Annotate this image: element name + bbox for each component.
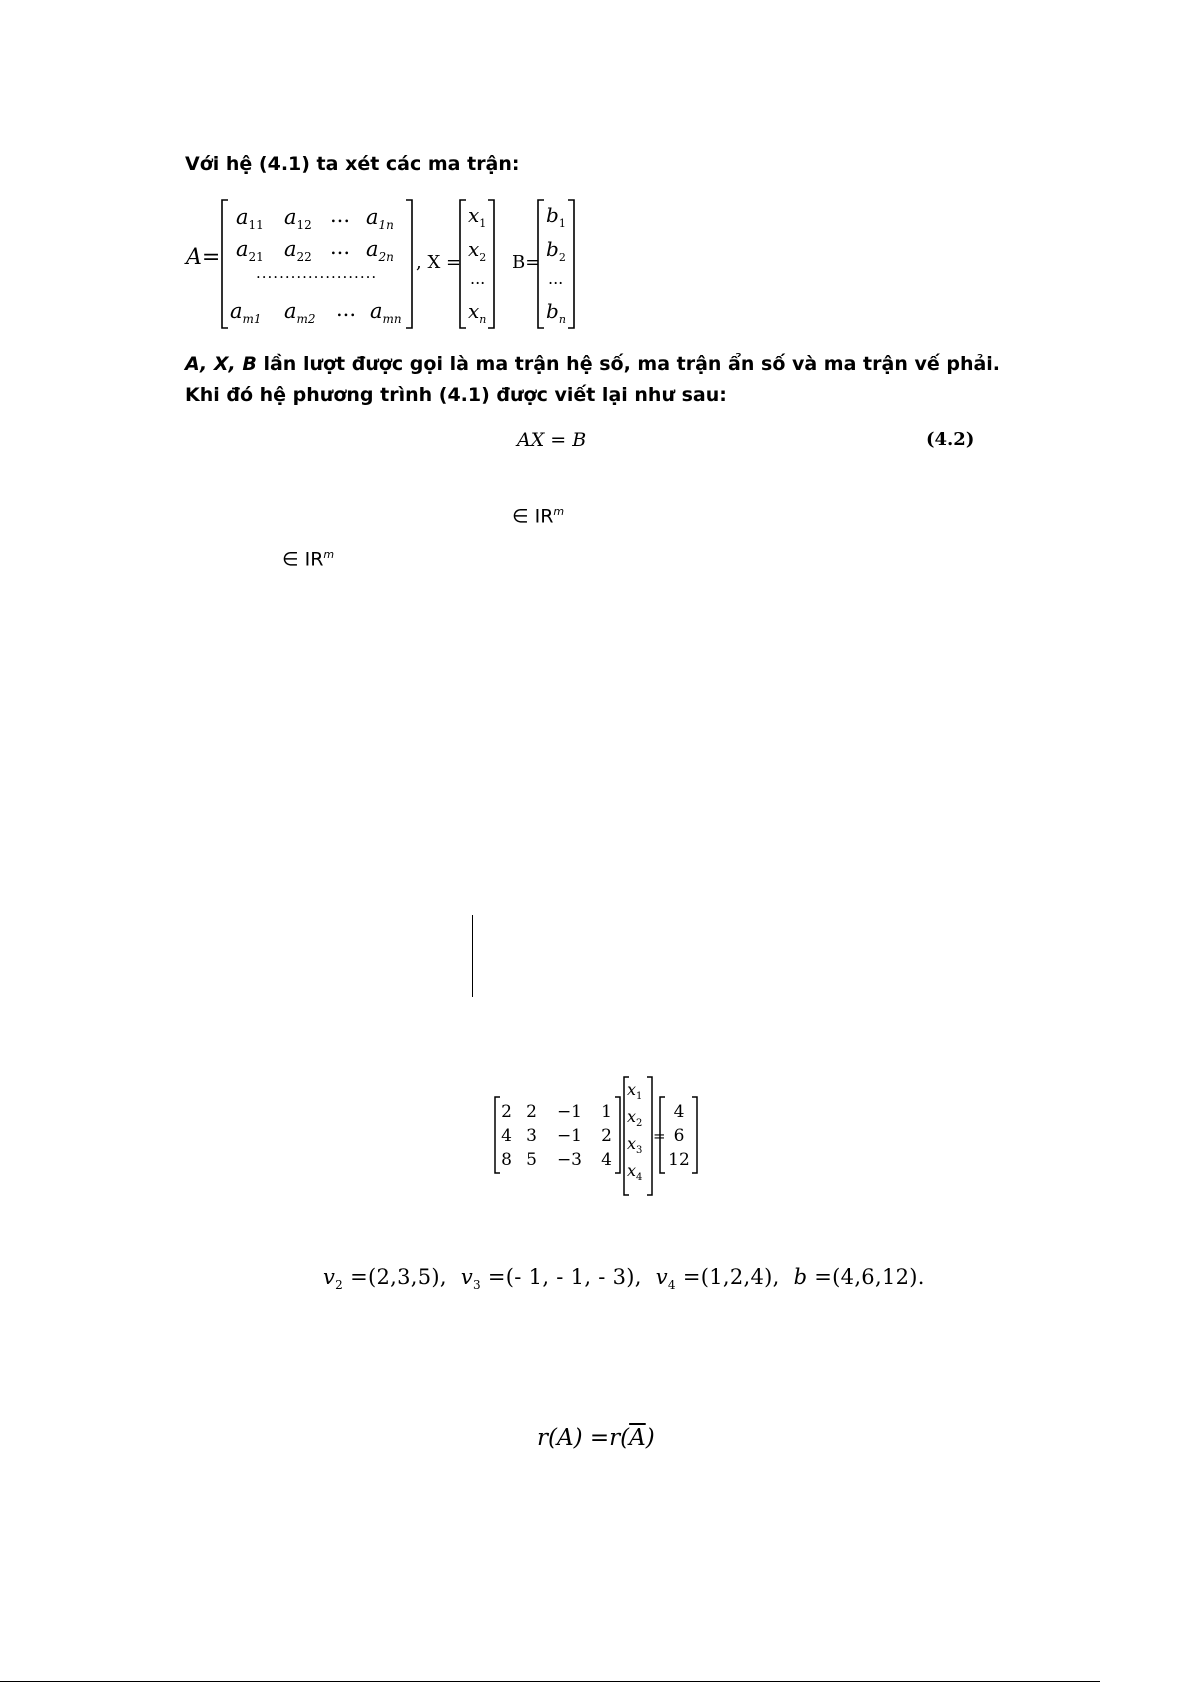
equation-number: (4.2) (926, 429, 975, 450)
b-entry-1: $b_1$ (546, 203, 566, 230)
rank-equation: $r(A) =r(\overline{A})$ (537, 1425, 655, 1451)
unknown-3: $x_3$ (627, 1134, 643, 1156)
rhs-right-bracket (692, 1097, 697, 1173)
a-mn: $a_{mn}$ (370, 299, 402, 326)
vertical-rule (472, 915, 473, 997)
example-system (490, 1075, 700, 1197)
b-entry-n: $b_n$ (546, 299, 566, 326)
a-row2-ellipsis: ... (330, 235, 351, 259)
rhs-3: 12 (668, 1150, 690, 1170)
coef-1-3: −1 (556, 1102, 582, 1122)
coef-2-3: −1 (556, 1126, 582, 1146)
x-entry-2: $x_2$ (468, 237, 487, 264)
rhs-2: 6 (673, 1126, 685, 1146)
coef-1-1: 2 (501, 1102, 512, 1122)
a-22: $a_{22}$ (284, 237, 312, 264)
x-entry-1: $x_1$ (468, 203, 487, 230)
coef-left-bracket (495, 1097, 500, 1173)
intro-text: Với hệ (4.1) ta xét các ma trận: (185, 153, 520, 175)
matrix-a-right-bracket (406, 200, 412, 328)
matrix-b-entries (546, 203, 566, 326)
coef-1-4: 1 (601, 1102, 612, 1122)
matrix-x-label: , X = (416, 252, 462, 273)
x-entry-dots: ... (470, 269, 486, 288)
coef-2-1: 4 (501, 1126, 512, 1146)
unknown-1: $x_1$ (627, 1080, 643, 1102)
paragraph-body: lần lượt được gọi là ma trận hệ số, ma trận ẩn số và ma trận vế phải. Khi đó hệ phương trình (4.1) được viết lại như sau: (185, 353, 1001, 406)
matrix-b-label: B= (512, 252, 541, 273)
coef-right-bracket (615, 1097, 620, 1173)
matrix-b-right-bracket (568, 200, 574, 328)
vector-definitions: $v_2 =(2,3,5)$, $v_3$ =(- 1, - 1, - 3), $v_4 =(1,2,4)$, b =(4,6,12). (323, 1265, 925, 1293)
a-2n: $a_{2n}$ (366, 237, 394, 264)
unknown-4: $x_4$ (627, 1161, 643, 1183)
equation-ax-b: AX = B (517, 429, 587, 451)
matrix-a-rows (230, 203, 402, 326)
a-21: $a_{21}$ (236, 237, 264, 264)
unknowns-right-bracket (647, 1077, 652, 1195)
system-equals: = (653, 1127, 666, 1145)
matrix-a-left-bracket (222, 200, 228, 328)
paragraph-names: A, X, B (185, 353, 257, 375)
matrix-x-right-bracket (488, 200, 494, 328)
matrix-a-label: A= (186, 245, 221, 270)
x-entry-n: $x_n$ (468, 299, 487, 326)
coef-3-2: 5 (526, 1150, 537, 1170)
b-entry-dots: ... (548, 269, 564, 288)
a-12: $a_{12}$ (284, 205, 312, 232)
coef-1-2: 2 (526, 1102, 537, 1122)
a-rowm-ellipsis: ... (336, 297, 357, 321)
coef-3-3: −3 (556, 1150, 582, 1170)
membership-symbol-2: ∈ $IR^m$ (282, 548, 335, 571)
coef-2-2: 3 (526, 1126, 537, 1146)
coef-entries (501, 1102, 612, 1170)
a-m2: $a_{m2}$ (284, 299, 316, 326)
footer-rule (0, 1681, 1100, 1682)
unknown-2: $x_2$ (627, 1107, 643, 1129)
a-m1: $a_{m1}$ (230, 299, 262, 326)
paragraph-definition (185, 349, 1025, 411)
rhs-1: 4 (673, 1102, 685, 1122)
coef-3-4: 4 (601, 1150, 612, 1170)
matrix-x-entries (468, 203, 486, 326)
a-11: $a_{11}$ (236, 205, 264, 232)
matrix-definitions (180, 196, 590, 332)
a-row1-ellipsis: ... (330, 203, 351, 227)
a-vertical-dots: ..................... (256, 264, 378, 282)
coef-2-4: 2 (601, 1126, 612, 1146)
rhs-entries (668, 1102, 690, 1170)
a-1n: $a_{1n}$ (366, 205, 394, 232)
coef-3-1: 8 (501, 1150, 512, 1170)
unknowns-entries (627, 1080, 642, 1183)
membership-symbol-1: ∈ $IR^m$ (512, 505, 565, 528)
b-entry-2: $b_2$ (546, 237, 566, 264)
